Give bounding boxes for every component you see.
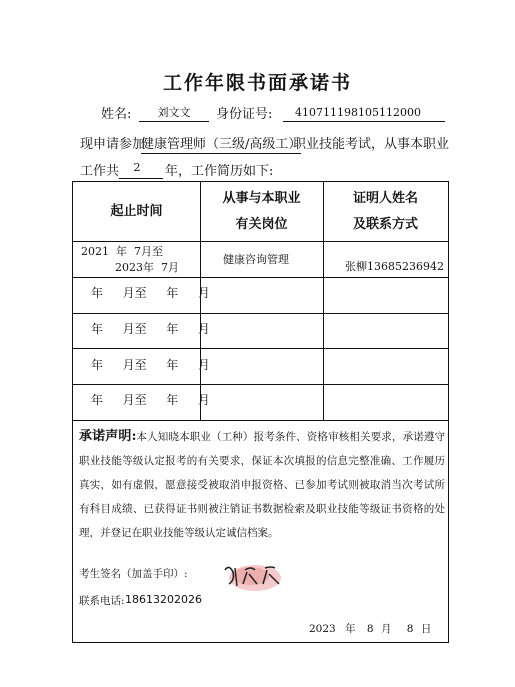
years-underline xyxy=(119,178,163,179)
header-contact-line2: 及联系方式 xyxy=(352,217,418,232)
row-divider-4 xyxy=(73,384,448,385)
header-position-line2: 有关岗位 xyxy=(235,217,288,232)
header-contact-line1: 证明人姓名 xyxy=(352,191,418,206)
row2-period: 年 月至 年 月 xyxy=(91,286,210,300)
declaration-title: 承诺声明: xyxy=(79,429,137,444)
name-underline xyxy=(139,121,209,122)
years-value: 2 xyxy=(133,161,141,174)
name-value: 刘文文 xyxy=(157,106,191,119)
date-year: 2023 xyxy=(309,623,336,635)
handwritten-signature xyxy=(215,556,287,596)
header-position-line1: 从事与本职业 xyxy=(222,191,301,206)
id-label: 身份证号: xyxy=(216,107,273,122)
sign-label: 考生签名（加盖手印）: xyxy=(79,568,188,580)
years-prefix: 工作共 xyxy=(80,164,120,179)
date-month-unit: 月 xyxy=(380,623,392,635)
page-title: 工作年限书面承诺书 xyxy=(162,72,352,94)
declaration-divider xyxy=(73,420,448,421)
row1-period-line2: 2023年 7月 xyxy=(115,261,179,274)
date-day-unit: 日 xyxy=(420,623,432,635)
header-divider xyxy=(73,241,448,242)
sign-date xyxy=(309,622,431,636)
phone-label: 联系电话: xyxy=(79,595,125,607)
date-month: 8 xyxy=(366,623,374,635)
row1-position: 健康咨询管理 xyxy=(223,253,289,266)
declaration-text: 本人知晓本职业（工种）报考条件、资格审核相关要求，承诺遵守职业技能等级认定报考的有关要求，保证本次填报的信息完整准确、工作履历真实，如有虚假，愿意接受被取消申报资格、已参加考试则被取消当次考试所有科目成绩、已获得证书则被注销证书数据检索及职业技能等级证书资格的处理，并登记在职业技能等级认定诚信档案。 xyxy=(79,431,445,539)
row4-period: 年 月至 年 月 xyxy=(91,358,210,372)
row1-period-line1: 2021 年 7月至 xyxy=(81,245,163,258)
row1-contact: 张柳13685236942 xyxy=(345,260,444,273)
exam-name: 健康管理师（三级/高级工） xyxy=(141,137,302,152)
row3-period: 年 月至 年 月 xyxy=(91,322,210,336)
row5-period: 年 月至 年 月 xyxy=(91,393,210,407)
declaration-block xyxy=(79,425,445,545)
row-divider-3 xyxy=(73,348,448,349)
apply-suffix: 职业技能考试，从事本职业 xyxy=(293,137,450,152)
phone-value: 18613202026 xyxy=(125,593,202,606)
id-value: 410711198105112000 xyxy=(295,106,421,119)
row-divider-2 xyxy=(73,313,448,314)
name-label: 姓名: xyxy=(101,107,132,122)
years-suffix: 年，工作简历如下: xyxy=(165,164,274,179)
header-period: 起止时间 xyxy=(110,204,163,219)
row-divider-1 xyxy=(73,277,448,278)
date-year-unit: 年 xyxy=(345,623,356,635)
id-underline xyxy=(283,121,445,122)
apply-prefix: 现申请参加 xyxy=(80,137,146,152)
date-day: 8 xyxy=(406,623,414,635)
